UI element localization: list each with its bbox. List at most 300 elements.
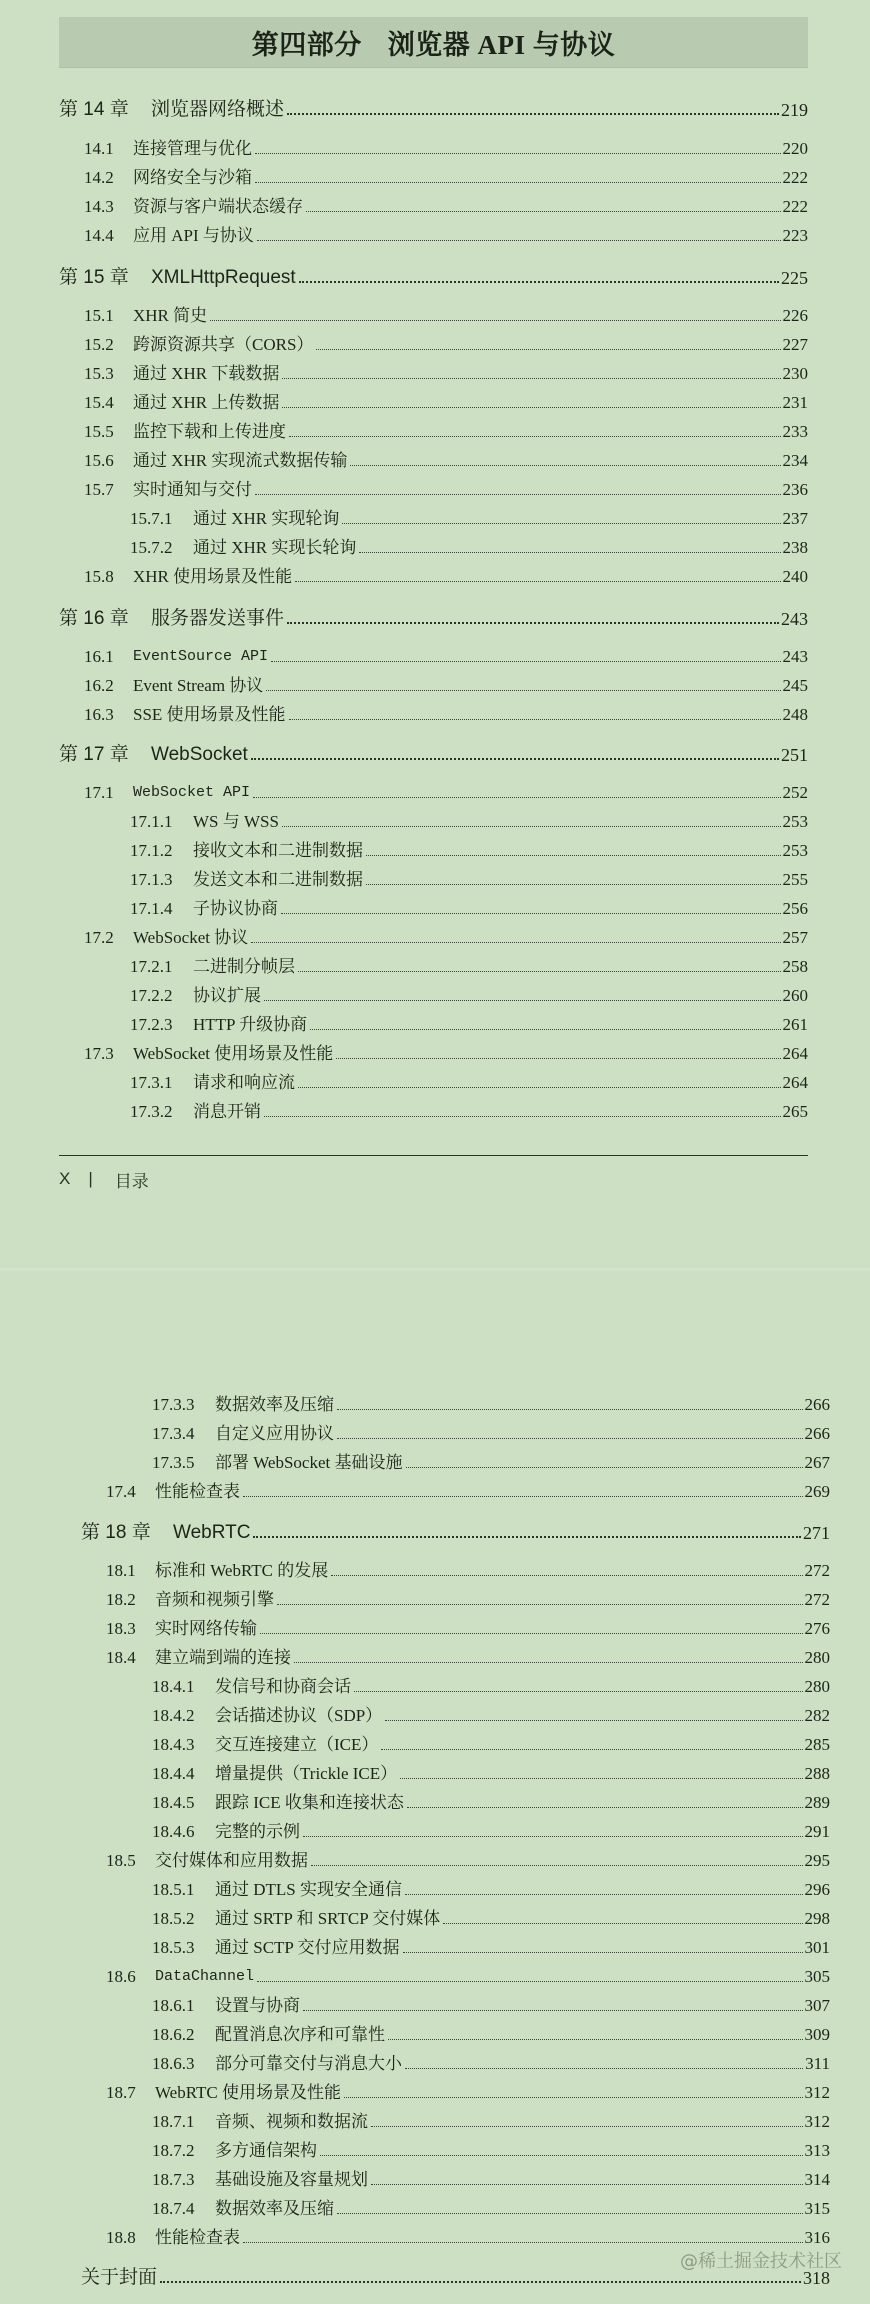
- entry-number: 18.5.1: [152, 1880, 195, 1899]
- entry-title: EventSource API: [133, 648, 269, 665]
- entry-number: 18.4.6: [152, 1822, 195, 1841]
- dot-leader: [210, 320, 780, 321]
- dot-leader: [344, 2097, 802, 2098]
- entry-number: 16.1: [84, 647, 114, 666]
- dot-leader: [354, 1691, 803, 1692]
- entry-title: 部分可靠交付与消息大小: [215, 2054, 402, 2073]
- dot-leader: [253, 797, 780, 798]
- toc-entry-section[interactable]: [84, 133, 808, 159]
- dot-leader: [255, 494, 781, 495]
- toc-entry-subsection[interactable]: [152, 1932, 830, 1958]
- entry-page-number: 305: [804, 1967, 830, 1986]
- dot-leader: [251, 942, 780, 943]
- toc-entry-section[interactable]: [84, 641, 808, 667]
- toc-entry-subsection[interactable]: [130, 806, 808, 832]
- entry-title: 通过 XHR 实现流式数据传输: [133, 451, 348, 470]
- entry-page-number: 264: [782, 1044, 808, 1063]
- entry-number: 15.1: [84, 306, 114, 325]
- entry-number: 18.4: [106, 1648, 136, 1667]
- dot-leader: [264, 1116, 781, 1117]
- entry-title: XMLHttpRequest: [151, 267, 296, 288]
- entry-page-number: 251: [781, 745, 808, 765]
- entry-number: 14.1: [84, 139, 114, 158]
- entry-number: 17.2.3: [130, 1015, 173, 1034]
- entry-number: 14.2: [84, 168, 114, 187]
- entry-number: 15.7: [84, 480, 114, 499]
- entry-title: 交付媒体和应用数据: [155, 1851, 308, 1870]
- toc-entry-section[interactable]: [106, 1476, 830, 1502]
- entry-number: 16.3: [84, 705, 114, 724]
- entry-number: 18.4.4: [152, 1764, 195, 1783]
- entry-title: 音频和视频引擎: [155, 1590, 274, 1609]
- toc-entry-chapter[interactable]: [59, 94, 808, 120]
- toc-entry-section[interactable]: [84, 922, 808, 948]
- entry-title: 部署 WebSocket 基础设施: [215, 1453, 403, 1472]
- entry-page-number: 318: [803, 2268, 830, 2288]
- entry-title: XHR 使用场景及性能: [133, 567, 293, 586]
- toc-entry-section[interactable]: [106, 2077, 830, 2103]
- dot-leader: [403, 1952, 803, 1953]
- entry-title: 通过 XHR 上传数据: [133, 393, 280, 412]
- dot-leader: [381, 1749, 802, 1750]
- entry-page-number: 227: [782, 335, 808, 354]
- entry-number: 17.2.1: [130, 957, 173, 976]
- toc-entry-subsection[interactable]: [152, 1874, 830, 1900]
- part-title: 浏览器 API 与协议: [387, 29, 616, 60]
- entry-page-number: 265: [782, 1102, 808, 1121]
- entry-title: 会话描述协议（SDP）: [215, 1706, 383, 1725]
- toc-entry-subsection[interactable]: [152, 1758, 830, 1784]
- entry-page-number: 307: [804, 1996, 830, 2015]
- dot-leader: [385, 1720, 802, 1721]
- dot-leader: [260, 1633, 803, 1634]
- entry-title: WebSocket 协议: [133, 928, 249, 947]
- dot-leader: [406, 1467, 803, 1468]
- dot-leader: [331, 1575, 802, 1576]
- dot-leader: [337, 1409, 803, 1410]
- entry-page-number: 233: [782, 422, 808, 441]
- entry-title: 二进制分帧层: [193, 957, 295, 976]
- dot-leader: [443, 1923, 802, 1924]
- entry-number: 18.5.2: [152, 1909, 195, 1928]
- entry-page-number: 280: [804, 1648, 830, 1667]
- dot-leader: [243, 1496, 803, 1497]
- entry-title: 音频、视频和数据流: [215, 2112, 368, 2131]
- toc-entry-section[interactable]: [84, 416, 808, 442]
- entry-page-number: 272: [804, 1590, 830, 1609]
- entry-title: 完整的示例: [215, 1822, 300, 1841]
- entry-title: Event Stream 协议: [133, 676, 264, 695]
- dot-leader: [255, 153, 781, 154]
- entry-title: WebRTC: [173, 1522, 251, 1543]
- entry-title: 通过 XHR 实现长轮询: [193, 538, 357, 557]
- dot-leader: [253, 1536, 801, 1538]
- entry-number: 15.3: [84, 364, 114, 383]
- toc-entry-subsection[interactable]: [152, 2106, 830, 2132]
- entry-page-number: 276: [804, 1619, 830, 1638]
- entry-number: 18.6.1: [152, 1996, 195, 2015]
- toc-entry-section[interactable]: [84, 1038, 808, 1064]
- entry-number: 18.5: [106, 1851, 136, 1870]
- entry-number: 17.4: [106, 1482, 136, 1501]
- part-banner: [59, 17, 808, 67]
- toc-entry-subsection[interactable]: [130, 1096, 808, 1122]
- entry-title: 数据效率及压缩: [215, 1395, 334, 1414]
- entry-title: SSE 使用场景及性能: [133, 705, 286, 724]
- toc-entry-section[interactable]: [84, 191, 808, 217]
- dot-leader: [303, 1836, 803, 1837]
- entry-title: 数据效率及压缩: [215, 2199, 334, 2218]
- entry-title: 应用 API 与协议: [133, 226, 254, 245]
- entry-page-number: 311: [805, 2054, 830, 2073]
- dot-leader: [303, 2010, 803, 2011]
- dot-leader: [281, 913, 781, 914]
- toc-entry-subsection[interactable]: [130, 532, 808, 558]
- toc-entry-subsection[interactable]: [130, 835, 808, 861]
- entry-number: 17.1: [84, 783, 114, 802]
- toc-entry-subsection[interactable]: [130, 980, 808, 1006]
- entry-title: 服务器发送事件: [151, 608, 285, 629]
- toc-entry-chapter[interactable]: [59, 603, 808, 629]
- entry-number: 17.3.5: [152, 1453, 195, 1472]
- entry-number: 15.6: [84, 451, 114, 470]
- dot-leader: [287, 622, 779, 624]
- entry-title: 实时网络传输: [155, 1619, 257, 1638]
- entry-number: 17.3.3: [152, 1395, 195, 1414]
- entry-number: 15.4: [84, 393, 114, 412]
- toc-entry-subsection[interactable]: [152, 1816, 830, 1842]
- toc-entry-subsection[interactable]: [130, 1009, 808, 1035]
- entry-number: 18.6: [106, 1967, 136, 1986]
- entry-page-number: 288: [804, 1764, 830, 1783]
- entry-number: 17.3.2: [130, 1102, 173, 1121]
- entry-number: 第 14 章: [59, 99, 129, 120]
- entry-page-number: 312: [804, 2083, 830, 2102]
- entry-title: DataChannel: [155, 1968, 255, 1985]
- toc-entry-section[interactable]: [106, 1642, 830, 1668]
- toc-entry-subsection[interactable]: [130, 864, 808, 890]
- dot-leader: [407, 1807, 803, 1808]
- entry-page-number: 269: [804, 1482, 830, 1501]
- entry-title: WebSocket: [151, 744, 248, 765]
- toc-entry-section[interactable]: [106, 1613, 830, 1639]
- dot-leader: [289, 719, 781, 720]
- dot-leader: [243, 2242, 803, 2243]
- entry-page-number: 295: [804, 1851, 830, 1870]
- entry-number: 18.7.2: [152, 2141, 195, 2160]
- toc-entry-subsection[interactable]: [152, 1389, 830, 1415]
- entry-title: 通过 DTLS 实现安全通信: [215, 1880, 402, 1899]
- entry-number: 15.8: [84, 567, 114, 586]
- dot-leader: [366, 884, 781, 885]
- toc-entry-section[interactable]: [84, 474, 808, 500]
- toc-entry-subsection[interactable]: [130, 893, 808, 919]
- entry-title: 自定义应用协议: [215, 1424, 334, 1443]
- entry-page-number: 312: [804, 2112, 830, 2131]
- entry-number: 第 17 章: [59, 744, 129, 765]
- entry-page-number: 255: [782, 870, 808, 889]
- entry-number: 第 15 章: [59, 267, 129, 288]
- dot-leader: [295, 581, 780, 582]
- entry-title: 增量提供（Trickle ICE）: [215, 1764, 398, 1783]
- toc-entry-chapter[interactable]: [81, 1517, 830, 1543]
- entry-page-number: 219: [781, 100, 808, 120]
- footer-label: 目录: [114, 1171, 149, 1191]
- entry-page-number: 225: [781, 268, 808, 288]
- entry-page-number: 248: [782, 705, 808, 724]
- dot-leader: [388, 2039, 803, 2040]
- entry-title: WS 与 WSS: [193, 812, 279, 831]
- entry-title: 通过 SRTP 和 SRTCP 交付媒体: [215, 1909, 441, 1928]
- entry-number: 18.7.1: [152, 2112, 195, 2131]
- entry-page-number: 264: [782, 1073, 808, 1092]
- entry-number: 15.7.2: [130, 538, 173, 557]
- entry-title: 实时通知与交付: [133, 480, 252, 499]
- toc-entry-section[interactable]: [84, 162, 808, 188]
- entry-number: 16.2: [84, 676, 114, 695]
- dot-leader: [277, 1604, 803, 1605]
- dot-leader: [350, 465, 780, 466]
- entry-number: 18.6.2: [152, 2025, 195, 2044]
- entry-number: 18.8: [106, 2228, 136, 2247]
- dot-leader: [282, 826, 781, 827]
- entry-title: 跨源资源共享（CORS）: [133, 335, 314, 354]
- dot-leader: [294, 1662, 803, 1663]
- dot-leader: [282, 407, 780, 408]
- entry-page-number: 261: [782, 1015, 808, 1034]
- toc-entry-section[interactable]: [84, 777, 808, 803]
- entry-title: HTTP 升级协商: [193, 1015, 308, 1034]
- entry-page-number: 245: [782, 676, 808, 695]
- entry-page-number: 309: [804, 2025, 830, 2044]
- entry-title: 子协议协商: [193, 899, 278, 918]
- dot-leader: [336, 1058, 780, 1059]
- entry-page-number: 315: [804, 2199, 830, 2218]
- dot-leader: [311, 1865, 803, 1866]
- toc-entry-section[interactable]: [106, 1961, 830, 1987]
- entry-number: 18.4.3: [152, 1735, 195, 1754]
- toc-entry-subsection[interactable]: [152, 2019, 830, 2045]
- entry-number: 18.1: [106, 1561, 136, 1580]
- entry-number: 第 16 章: [59, 608, 129, 629]
- toc-entry-section[interactable]: [106, 1555, 830, 1581]
- entry-number: 18.7: [106, 2083, 136, 2102]
- entry-title: 基础设施及容量规划: [215, 2170, 368, 2189]
- toc-entry-section[interactable]: [84, 670, 808, 696]
- entry-page-number: 271: [803, 1523, 830, 1543]
- entry-title: 资源与客户端状态缓存: [133, 197, 303, 216]
- toc-entry-subsection[interactable]: [152, 2048, 830, 2074]
- toc-entry-subsection[interactable]: [152, 1787, 830, 1813]
- entry-number: 15.5: [84, 422, 114, 441]
- dot-leader: [371, 2126, 803, 2127]
- toc-page-2: [0, 1272, 870, 2304]
- toc-entry-subsection[interactable]: [152, 1700, 830, 1726]
- toc-entry-subsection[interactable]: [152, 2135, 830, 2161]
- entry-title: WebRTC 使用场景及性能: [155, 2083, 342, 2102]
- entry-title: 通过 XHR 下载数据: [133, 364, 280, 383]
- entry-page-number: 243: [781, 609, 808, 629]
- dot-leader: [271, 661, 780, 662]
- toc-entry-subsection[interactable]: [152, 1990, 830, 2016]
- dot-leader: [264, 1000, 781, 1001]
- dot-leader: [160, 2281, 801, 2283]
- toc-entry-section[interactable]: [106, 2222, 830, 2248]
- entry-number: 17.1.4: [130, 899, 173, 918]
- entry-number: 15.2: [84, 335, 114, 354]
- toc-entry-section[interactable]: [84, 699, 808, 725]
- entry-page-number: 230: [782, 364, 808, 383]
- dot-leader: [289, 436, 781, 437]
- toc-entry-subsection[interactable]: [152, 1729, 830, 1755]
- toc-entry-subsection[interactable]: [152, 1903, 830, 1929]
- entry-title: 设置与协商: [215, 1996, 300, 2015]
- entry-number: 17.2.2: [130, 986, 173, 1005]
- entry-number: 18.4.1: [152, 1677, 195, 1696]
- dot-leader: [310, 1029, 780, 1030]
- dot-leader: [266, 690, 780, 691]
- dot-leader: [366, 855, 781, 856]
- toc-entry-section[interactable]: [84, 329, 808, 355]
- entry-page-number: 298: [804, 1909, 830, 1928]
- toc-entry-subsection[interactable]: [130, 951, 808, 977]
- entry-title: 发送文本和二进制数据: [193, 870, 363, 889]
- entry-number: 17.1.1: [130, 812, 173, 831]
- entry-title: 建立端到端的连接: [155, 1648, 291, 1667]
- toc-entry-chapter[interactable]: [59, 262, 808, 288]
- toc-entry-section[interactable]: [84, 561, 808, 587]
- entry-number: 18.6.3: [152, 2054, 195, 2073]
- entry-title: 监控下载和上传进度: [133, 422, 286, 441]
- footer-separator: |: [88, 1169, 93, 1188]
- entry-page-number: 237: [782, 509, 808, 528]
- dot-leader: [337, 2213, 803, 2214]
- entry-title: 交互连接建立（ICE）: [215, 1735, 379, 1754]
- toc-entry-subsection[interactable]: [152, 2193, 830, 2219]
- entry-title: 多方通信架构: [215, 2141, 317, 2160]
- dot-leader: [306, 211, 781, 212]
- entry-number: 18.3: [106, 1619, 136, 1638]
- toc-entry-chapter[interactable]: [59, 739, 808, 765]
- dot-leader: [405, 2068, 803, 2069]
- toc-entry-subsection[interactable]: [152, 1447, 830, 1473]
- entry-title: 关于封面: [81, 2267, 158, 2288]
- dot-leader: [251, 758, 779, 760]
- entry-number: 18.2: [106, 1590, 136, 1609]
- entry-page-number: 260: [782, 986, 808, 1005]
- entry-page-number: 222: [782, 168, 808, 187]
- toc-entry-section[interactable]: [84, 300, 808, 326]
- toc-entry-section[interactable]: [84, 387, 808, 413]
- entry-number: 第 18 章: [81, 1522, 151, 1543]
- entry-page-number: 256: [782, 899, 808, 918]
- page-number: X: [59, 1169, 71, 1188]
- entry-title: XHR 简史: [133, 306, 208, 325]
- entry-number: 17.3.4: [152, 1424, 195, 1443]
- entry-page-number: 291: [804, 1822, 830, 1841]
- entry-title: 通过 SCTP 交付应用数据: [215, 1938, 400, 1957]
- entry-page-number: 258: [782, 957, 808, 976]
- entry-page-number: 234: [782, 451, 808, 470]
- entry-page-number: 296: [804, 1880, 830, 1899]
- entry-page-number: 222: [782, 197, 808, 216]
- toc-entry-subsection[interactable]: [152, 1418, 830, 1444]
- toc-entry-subsection[interactable]: [152, 2164, 830, 2190]
- entry-page-number: 223: [782, 226, 808, 245]
- entry-page-number: 314: [804, 2170, 830, 2189]
- entry-number: 18.5.3: [152, 1938, 195, 1957]
- entry-title: 性能检查表: [155, 1482, 240, 1501]
- page-footer: [59, 1168, 149, 1190]
- entry-title: 性能检查表: [155, 2228, 240, 2247]
- entry-title: 请求和响应流: [193, 1073, 295, 1092]
- dot-leader: [316, 349, 780, 350]
- entry-number: 18.7.4: [152, 2199, 195, 2218]
- entry-title: 发信号和协商会话: [215, 1677, 351, 1696]
- entry-page-number: 267: [804, 1453, 830, 1472]
- dot-leader: [342, 523, 780, 524]
- dot-leader: [287, 113, 779, 115]
- dot-leader: [298, 971, 781, 972]
- entry-title: 标准和 WebRTC 的发展: [155, 1561, 329, 1580]
- entry-page-number: 280: [804, 1677, 830, 1696]
- entry-number: 18.7.3: [152, 2170, 195, 2189]
- part-label: 第四部分: [251, 29, 362, 60]
- entry-page-number: 301: [804, 1938, 830, 1957]
- toc-entry-subsection[interactable]: [130, 1067, 808, 1093]
- entry-title: 接收文本和二进制数据: [193, 841, 363, 860]
- toc-entry-subsection[interactable]: [152, 1671, 830, 1697]
- entry-number: 14.3: [84, 197, 114, 216]
- toc-entry-section[interactable]: [84, 445, 808, 471]
- entry-page-number: 266: [804, 1424, 830, 1443]
- entry-title: 消息开销: [193, 1102, 261, 1121]
- toc-entry-section[interactable]: [84, 358, 808, 384]
- dot-leader: [257, 240, 781, 241]
- entry-page-number: 253: [782, 841, 808, 860]
- toc-entry-subsection[interactable]: [130, 503, 808, 529]
- entry-title: 配置消息次序和可靠性: [215, 2025, 385, 2044]
- entry-page-number: 282: [804, 1706, 830, 1725]
- footer-divider: [59, 1155, 808, 1156]
- entry-page-number: 313: [804, 2141, 830, 2160]
- toc-entry-section[interactable]: [106, 1584, 830, 1610]
- dot-leader: [320, 2155, 803, 2156]
- toc-entry-section[interactable]: [84, 220, 808, 246]
- entry-number: 18.4.2: [152, 1706, 195, 1725]
- dot-leader: [405, 1894, 803, 1895]
- entry-title: 跟踪 ICE 收集和连接状态: [215, 1793, 404, 1812]
- entry-page-number: 243: [782, 647, 808, 666]
- entry-page-number: 238: [782, 538, 808, 557]
- watermark: @稀土掘金技术社区: [680, 2251, 842, 2272]
- dot-leader: [400, 1778, 802, 1779]
- entry-page-number: 285: [804, 1735, 830, 1754]
- entry-page-number: 289: [804, 1793, 830, 1812]
- entry-page-number: 240: [782, 567, 808, 586]
- entry-page-number: 272: [804, 1561, 830, 1580]
- dot-leader: [337, 1438, 803, 1439]
- entry-title: WebSocket 使用场景及性能: [133, 1044, 334, 1063]
- entry-page-number: 231: [782, 393, 808, 412]
- entry-page-number: 252: [782, 783, 808, 802]
- entry-page-number: 220: [782, 139, 808, 158]
- dot-leader: [257, 1981, 802, 1982]
- dot-leader: [371, 2184, 803, 2185]
- toc-entry-section[interactable]: [106, 1845, 830, 1871]
- entry-number: 17.1.2: [130, 841, 173, 860]
- dot-leader: [359, 552, 780, 553]
